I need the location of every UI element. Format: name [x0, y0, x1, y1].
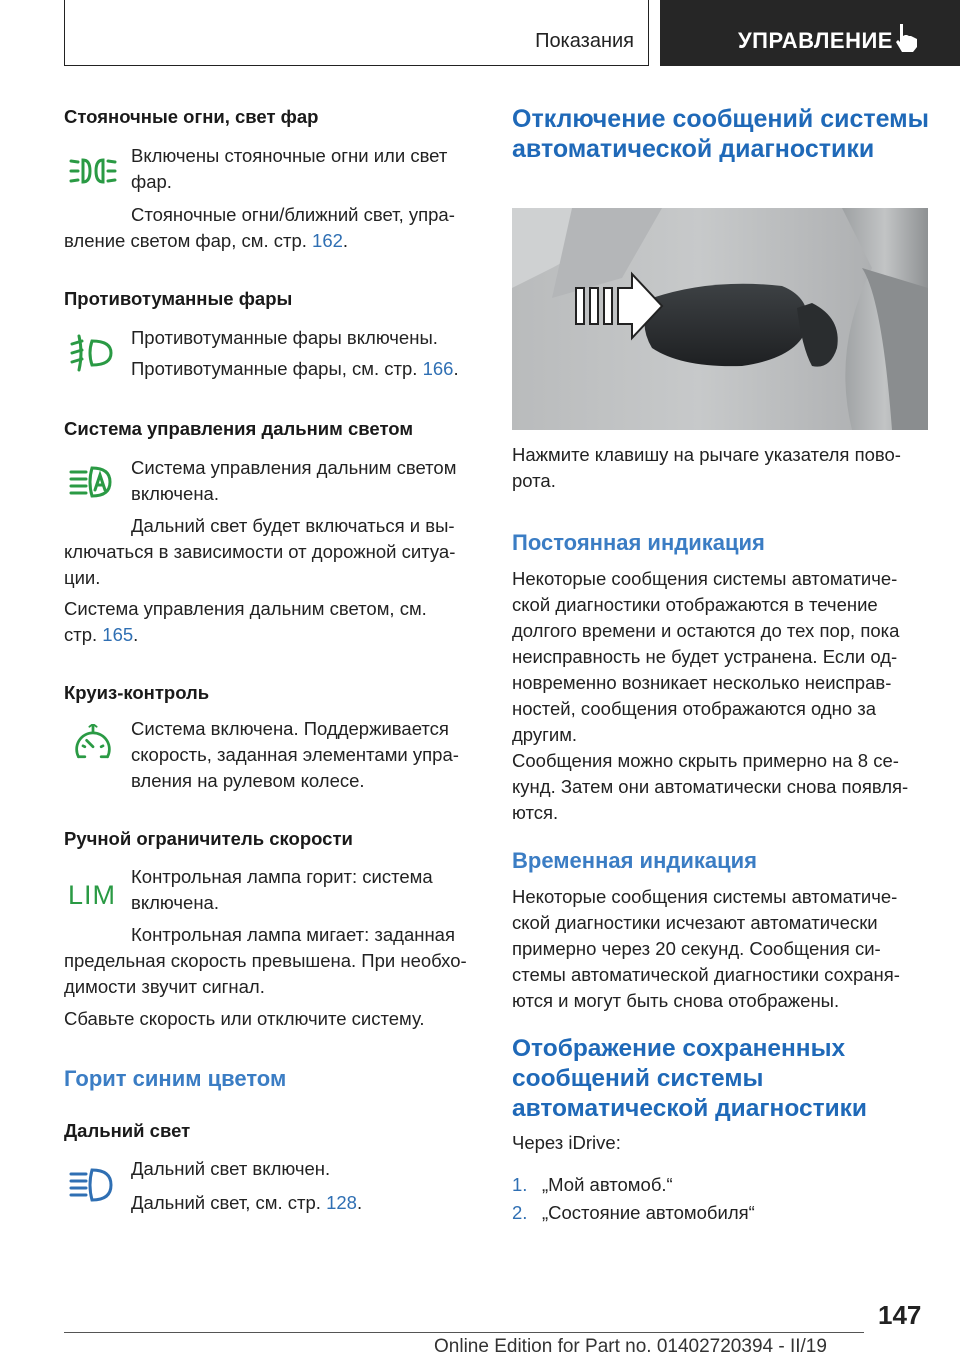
- step-text: „Состояние автомобиля“: [542, 1202, 755, 1223]
- turn-signal-lever-photo: [512, 208, 928, 430]
- hand-pointer-icon: [892, 22, 922, 54]
- step-number: 1.: [512, 1174, 528, 1195]
- highbeam-assist-text1: Система управления дальним светом включена.: [131, 457, 457, 504]
- stored-messages-heading: Отображение сохраненных сообщений системы автоматической диагностики: [512, 1035, 867, 1122]
- highbeam-assist-icon: [68, 463, 118, 503]
- fog-lights-icon: [68, 334, 118, 374]
- idrive-intro: Через iDrive:: [512, 1132, 621, 1153]
- cruise-control-text1: Система включена. Поддерживается скорость, заданная элементами упра-вления на рулевом колесе.: [131, 718, 459, 791]
- step-number: 2.: [512, 1202, 528, 1223]
- parking-lights-text2-line1: Стояночные огни/ближний свет, упра-: [131, 204, 455, 225]
- temporary-display-heading: Временная индикация: [512, 848, 757, 873]
- lim-icon: LIM: [68, 880, 117, 910]
- high-beam-text2: [131, 1190, 476, 1216]
- fog-lights-text2: [131, 356, 476, 382]
- speed-limiter-text3: Сбавьте скорость или отключите систему.: [64, 1008, 425, 1029]
- period: .: [342, 230, 349, 251]
- speed-limiter-text1: Контрольная лампа горит: система включена.: [131, 866, 433, 913]
- speed-limiter-text2-line1: Контрольная лампа мигает: заданная: [131, 924, 455, 945]
- parking-lights-heading: Стояночные огни, свет фар: [64, 106, 319, 127]
- parking-lights-text2-line2: [64, 228, 469, 254]
- chapter-title: УПРАВЛЕНИЕ: [738, 28, 893, 53]
- page-number: 147: [878, 1300, 922, 1330]
- parking-lights-icon: [68, 152, 118, 192]
- high-beam-text1: Дальний свет включен.: [131, 1158, 331, 1179]
- fog-lights-page-link[interactable]: 166: [422, 358, 454, 379]
- high-beam-text2-body: Дальний свет, см. стр.: [131, 1192, 327, 1213]
- disable-messages-heading: Отключение сообщений системы автоматической диагностики: [512, 105, 930, 163]
- step-text: „Мой автомоб.“: [542, 1174, 673, 1195]
- speed-limiter-text2-rest: предельная скорость превышена. При необхо-димости звучит сигнал.: [64, 950, 467, 997]
- highbeam-assist-heading: Система управления дальним светом: [64, 418, 414, 439]
- temporary-display-text1: Некоторые сообщения системы автоматиче-ской диагностики исчезают автоматически примерно через 20 секунд. Сообщения си-стемы автоматической диагностики сохраня-ются и могут быть снова отображены.: [512, 886, 900, 1011]
- speed-limiter-heading: Ручной ограничитель скорости: [64, 828, 353, 849]
- highbeam-assist-text2-line1: Дальний свет будет включаться и вы-: [131, 515, 455, 536]
- footer-divider: [64, 1332, 864, 1333]
- period: .: [133, 624, 139, 645]
- fog-lights-text2-body: Противотуманные фары, см. стр.: [131, 358, 423, 379]
- permanent-display-heading: Постоянная индикация: [512, 530, 765, 555]
- chapter-tab[interactable]: [660, 0, 960, 66]
- period: .: [453, 358, 459, 379]
- fog-lights-heading: Противотуманные фары: [64, 288, 293, 309]
- edition-note: Online Edition for Part no. 01402720394 - II/19: [434, 1336, 827, 1357]
- permanent-display-text2: Сообщения можно скрыть примерно на 8 се-кунд. Затем они автоматически снова появля-ются.: [512, 750, 909, 823]
- high-beam-icon: [68, 1166, 118, 1206]
- parking-lights-page-link[interactable]: 162: [312, 230, 343, 251]
- header-section-box: [64, 0, 649, 66]
- high-beam-heading: Дальний свет: [64, 1120, 191, 1141]
- photo-caption: Нажмите клавишу на рычаге указателя пово-рота.: [512, 444, 901, 491]
- cruise-control-heading: Круиз-контроль: [64, 682, 210, 703]
- blue-lights-heading: Горит синим цветом: [64, 1066, 287, 1091]
- highbeam-assist-text3: Система управления дальним светом, см.: [64, 598, 427, 619]
- period: .: [356, 1192, 363, 1213]
- section-title: Показания: [535, 30, 634, 52]
- highbeam-assist-text3-line2: [64, 622, 469, 648]
- permanent-display-text1: Некоторые сообщения системы автоматиче-ской диагностики отображаются в течение долгого времени и остаются до тех пор, пока неисправность не будет устранена. Если од-новременно возникает несколько неисправ-ностей, сообщения отображаются одно за другим.: [512, 568, 900, 745]
- parking-lights-text2-body: вление светом фар, см. стр.: [64, 230, 313, 251]
- fog-lights-text1: Противотуманные фары включены.: [131, 327, 438, 348]
- highbeam-assist-text3-ref: стр.: [64, 624, 103, 645]
- highbeam-assist-text2-rest: ключаться в зависимости от дорожной ситуа-ции.: [64, 541, 456, 588]
- high-beam-page-link[interactable]: 128: [326, 1192, 357, 1213]
- lever-illustration: [512, 208, 928, 430]
- cruise-control-icon: [68, 724, 118, 764]
- parking-lights-text1: Включены стояночные огни или свет фар.: [131, 145, 448, 192]
- highbeam-assist-page-link[interactable]: 165: [102, 624, 134, 645]
